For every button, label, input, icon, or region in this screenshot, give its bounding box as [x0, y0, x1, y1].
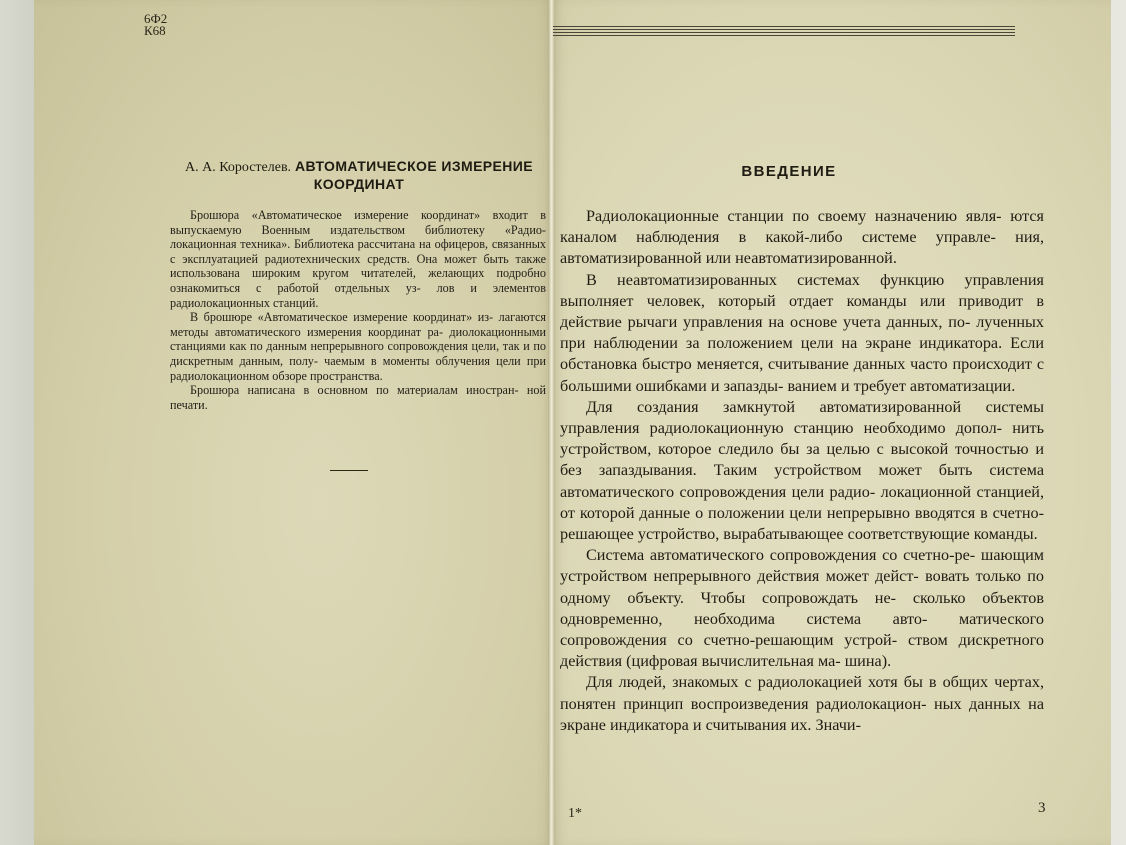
- text-line: ванием и требует автоматизации.: [787, 376, 1016, 395]
- chapter-heading: ВВЕДЕНИЕ: [741, 163, 837, 180]
- text-line: может быть также использована широким кругом читателей,: [170, 251, 547, 281]
- text-line: управления радиолокационную станцию необходимо допол-: [560, 419, 1003, 438]
- text-line: в действие рычаги управления на основе учета данных, по-: [560, 291, 1044, 332]
- text-line: В брошюре «Автоматическое измерение координат» из-: [190, 310, 494, 325]
- body-paragraph: [560, 206, 1044, 270]
- text-line: в выпускаемую Военным издательством библиотеку «Радио-: [170, 208, 546, 237]
- annotation-text: [170, 208, 546, 412]
- text-line: лагаются методы автоматического измерения координат ра-: [170, 310, 546, 339]
- text-line: ных данных на экране индикатора и считывания их. Значи-: [560, 694, 1044, 734]
- annotation-paragraph: [170, 383, 546, 412]
- text-line: ются каналом наблюдения в какой-либо системе управле-: [560, 207, 1044, 247]
- text-line: шающим устройством непрерывного действия может дейст-: [560, 546, 1045, 586]
- text-line: ством дискретного действия (цифровая вычислительная ма-: [560, 631, 1044, 671]
- author-name: А. А. Коростелев.: [184, 160, 292, 175]
- text-line: диолокационными станциями как по данным непрерывного: [170, 324, 547, 354]
- separator-dash: [330, 470, 368, 471]
- text-line: желающих подробно ознакомиться с работой отдельных уз-: [170, 266, 547, 295]
- page-number: 3: [1038, 800, 1046, 816]
- text-line: лов и элементов радиолокационных станций.: [170, 280, 547, 310]
- text-line: Система автоматического сопровождения со счетно-ре-: [586, 546, 976, 565]
- text-line: ной печати.: [170, 383, 547, 412]
- body-paragraph: [560, 397, 1044, 545]
- text-line: быть система автоматического сопровождения цели радио-: [560, 461, 1044, 501]
- header-rules: [553, 26, 1015, 38]
- text-line: обзоре пространства.: [272, 368, 383, 383]
- text-line: Брошюра «Автоматическое измерение координат» входит: [190, 208, 528, 222]
- text-line: Для людей, знакомых с радиолокацией хотя бы в общих: [586, 673, 989, 692]
- text-line: цели непрерывно вводятся в счетно-решающее устройство,: [560, 503, 1045, 544]
- left-page: [34, 0, 554, 845]
- body-paragraph: [560, 545, 1044, 672]
- text-line: матического сопровождения со счетно-решающим устрой-: [560, 609, 1045, 650]
- call-number-line-2: К68: [144, 23, 166, 38]
- text-line: локационная техника». Библиотека рассчитана на офицеров,: [170, 237, 489, 252]
- annotation-paragraph: [170, 208, 546, 310]
- text-line: выполняет человек, который отдает команды или приводит: [560, 291, 1024, 310]
- text-line: нить устройством, которое следило бы за целью с высокой: [560, 419, 1044, 459]
- text-line: сколько объектов одновременно, необходима система авто-: [560, 588, 1045, 628]
- body-paragraph: [560, 270, 1044, 397]
- text-line: локационной станцией, от которой данные о положении: [560, 482, 1044, 522]
- text-line: шина).: [844, 652, 892, 671]
- signature-mark: 1*: [568, 806, 582, 821]
- book-title-line-1: АВТОМАТИЧЕСКОЕ ИЗМЕРЕНИЕ: [294, 158, 533, 174]
- annotation-paragraph: [170, 310, 546, 383]
- text-line: связанных с эксплуатацией радиотехнических средств. Она: [170, 237, 547, 266]
- text-line: данных часто происходит с большими ошибками и запазды-: [560, 355, 1045, 395]
- text-line: точностью и без запаздывания. Таким устройством может: [560, 440, 1044, 480]
- text-line: сопровождения цели, так и по дискретным данным, полу-: [170, 339, 546, 368]
- book-title-line-2: КООРДИНАТ: [313, 176, 405, 192]
- body-text: [560, 206, 1044, 736]
- annotation-title: [144, 158, 574, 193]
- text-line: чертах, понятен принцип воспроизведения радиолокацион-: [560, 673, 1044, 713]
- text-line: лученных при наблюдении за положением цели на экране: [560, 313, 1044, 353]
- book-gutter: [548, 0, 555, 845]
- text-line: чаемым в моменты облучения цели при радиолокационном: [170, 353, 547, 383]
- text-line: вырабатывающее соответствующие команды.: [723, 525, 1038, 544]
- text-line: вовать только по одному объекту. Чтобы сопровождать не-: [560, 567, 1045, 607]
- call-number-line-1: 6Ф2: [144, 11, 168, 26]
- text-line: Для создания замкнутой автоматизированной системы: [586, 397, 1044, 416]
- text-line: Брошюра написана в основном по материалам иностран-: [190, 383, 519, 398]
- text-line: индикатора. Если обстановка быстро меняется, считывание: [560, 334, 1044, 374]
- text-line: Радиолокационные станции по своему назначению явля-: [586, 207, 1002, 225]
- text-line: В неавтоматизированных системах функцию управления: [586, 270, 1044, 289]
- text-line: ния, автоматизированной или неавтоматизированной.: [560, 228, 1044, 268]
- body-paragraph: [560, 672, 1044, 736]
